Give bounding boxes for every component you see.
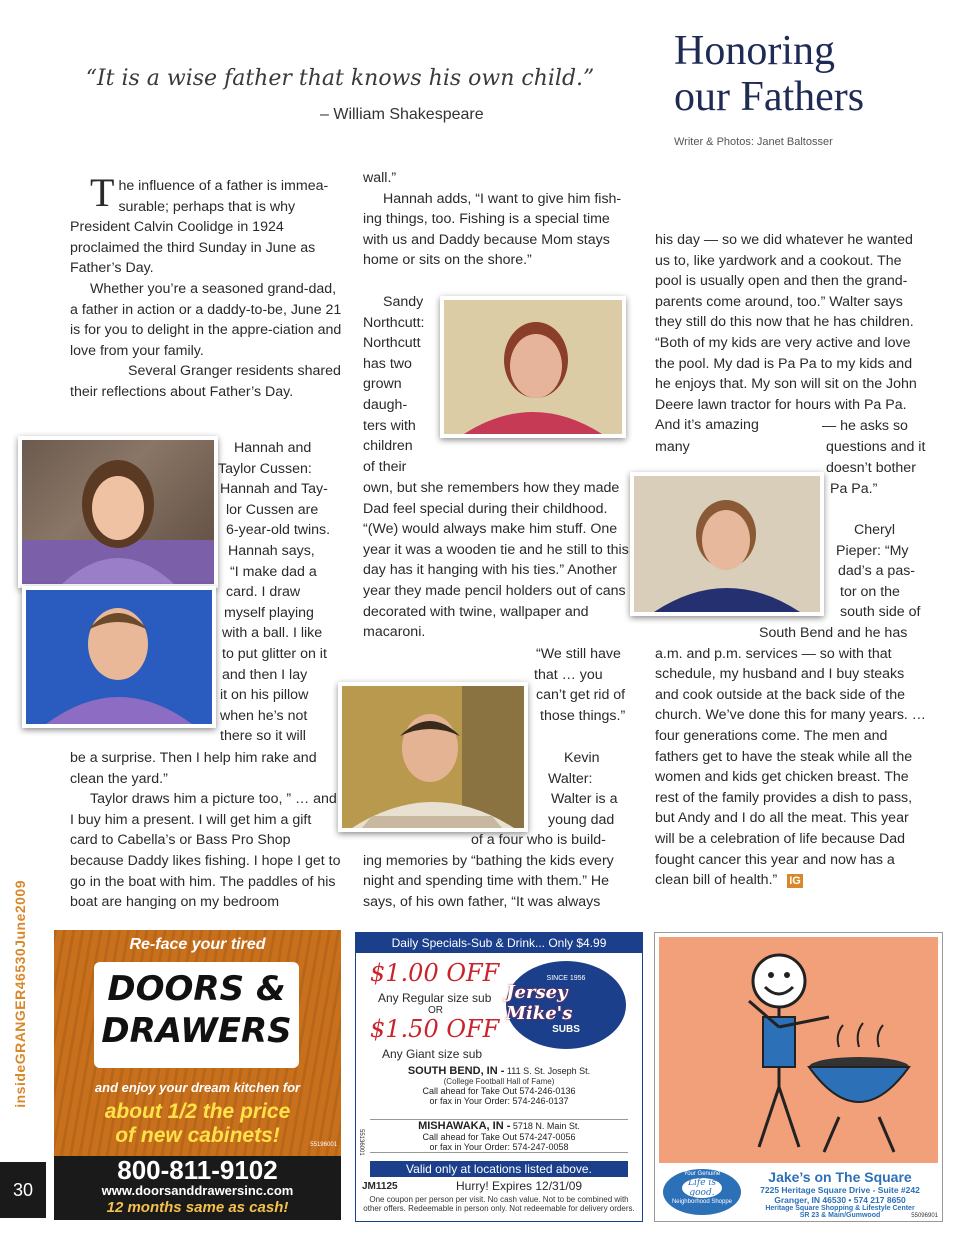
doors-drawers-logo: DOORS & DRAWERS [94, 962, 299, 1068]
offer-or: OR [428, 1005, 443, 1016]
text-line: Hannah and Tay- [220, 481, 328, 498]
offer-1-desc: Any Regular size sub [378, 991, 492, 1005]
title-line-2: our Fathers [674, 74, 865, 120]
paragraph: Several Granger residents shared their reflections about Father’s Day. [70, 363, 341, 400]
text-line: macaroni. [363, 624, 426, 641]
text-line: Kevin [564, 750, 600, 766]
text-line: south side of [840, 604, 921, 621]
ad-doors-drawers[interactable] [54, 930, 341, 1220]
text-line: Pieper: “My [836, 542, 909, 559]
text-line: Northcutt: [363, 314, 425, 331]
ad-jakes-on-the-square[interactable] [654, 932, 943, 1222]
text-line: and then I lay [222, 666, 308, 683]
location-mishawaka: MISHAWAKA, IN - 5718 N. Main St. Call ahead for Take Out 574-247-0056 or fax in Your Order: 574-247-0058 [370, 1119, 628, 1153]
man-portrait-icon [342, 686, 524, 828]
text-wrap-quote [532, 644, 642, 726]
boy-portrait-icon [26, 590, 212, 724]
ad-headline: Re-face your tired [129, 936, 266, 953]
grilling-illustration [659, 937, 938, 1163]
text-line: doesn’t bother [826, 460, 916, 476]
girl-portrait-icon [22, 440, 214, 584]
column-2-lower [363, 830, 635, 912]
text-line: children [363, 438, 413, 455]
phone-number[interactable]: 800-811-9102 [117, 1155, 278, 1185]
drop-cap: T [90, 170, 115, 215]
column-2-mid [363, 478, 635, 643]
text-line: Taylor Cussen: [218, 460, 312, 477]
column-2 [363, 168, 635, 271]
grill-icon [659, 937, 938, 1163]
column-3-lower [655, 623, 929, 891]
text-line: many [655, 439, 690, 455]
coupon-code: JM1125 [362, 1181, 398, 1192]
column-1 [70, 170, 342, 403]
page-title [674, 28, 864, 120]
ad-contact [54, 1156, 341, 1220]
magazine-issue-label: insideGRANGER46530June2009 [12, 880, 28, 1108]
text-line: “I make dad a [230, 563, 317, 580]
paragraph: wall.” [363, 170, 397, 186]
page-number: 30 [0, 1162, 46, 1218]
text-line: of a four who is build- [471, 832, 606, 848]
ad-tagline: and enjoy your dream kitchen for [94, 1080, 301, 1095]
text-line: when he’s not [220, 707, 308, 724]
text-line: Pa Pa.” [830, 480, 878, 497]
location-south-bend: SOUTH BEND, IN - 111 S. St. Joseph St. (College Football Hall of Fame) Call ahead for Take Out 574-246-0136 or fax in Your Order: 574-246-0137 [407, 1065, 591, 1106]
paragraph: Whether you’re a seasoned grand-dad, a father in action or a daddy-to-be, June 21 is for you to delight in the appre-ciation and love from your family. [70, 280, 342, 359]
text-line: that … you [534, 666, 603, 683]
text-line: Walter: [548, 770, 593, 787]
fine-print: One coupon per person per visit. No cash value. Not to be combined with other offers. Redeemable in person only. Not redeemable for delivery orders. [363, 1195, 635, 1213]
photo-sandy [440, 296, 626, 438]
text-line: card. I draw [226, 584, 301, 601]
photo-hannah [18, 436, 218, 588]
text-line: daugh- [363, 396, 408, 413]
text-line: can’t get rid of [536, 687, 626, 704]
text-wrap-sandy [363, 292, 443, 477]
text-wrap-papa [826, 458, 916, 499]
text-line: “We still have [536, 646, 621, 662]
text-line: myself playing [224, 604, 314, 621]
offer-1-amount: $1.00 OFF [370, 959, 500, 987]
paragraph: a.m. and p.m. services — so with that schedule, my husband and I buy steaks and cook outside at the back side of the church. We’ve done this for many years. … four generations come. The men and fathers get to have the steak while all the women and kids get chicken breast. The rest of the family provides a dish to pass, but Andy and I do all the meat. This year will be a celebration of life because Dad fought cancer this year and now has a clean bill of health.” IG [655, 645, 926, 889]
text-line: those things.” [540, 707, 626, 724]
offer-2-amount: $1.50 OFF [370, 1015, 500, 1043]
text-line: questions and it [826, 439, 926, 455]
column-3 [655, 230, 929, 436]
valid-notice: Valid only at locations listed above. [370, 1161, 628, 1177]
text-line: grown [363, 376, 402, 393]
photo-taylor [22, 586, 216, 728]
paragraph: be a surprise. Then I help him rake and clean the yard.” [70, 750, 317, 787]
store-info: Jake’s on The Square 7225 Heritage Square Drive - Suite #242 Granger, IN 46530 • 574 217 8650 Heritage Square Shopping & Lifestyle Center SR 23 & Main/Gumwood [743, 1169, 937, 1219]
text-line: with a ball. I like [222, 625, 323, 642]
text-line: tor on the [840, 583, 900, 600]
intro-paragraph: T he influence of a father is immea-surable; perhaps that is why President Calvin Coolidge in 1924 proclaimed the third Sunday in June as Father’s Day. [70, 170, 329, 277]
text-line: ters with [363, 417, 416, 434]
paragraph: own, but she remembers how they made Dad feel special during their childhood. “(We) would always make him stuff. One year it was a wooden tie and he still to this day has it hanging with his ties.” Another year they made pencil holders out of cans decorated with twine, wallpaper and [363, 480, 629, 620]
text-line: Hannah and [234, 440, 312, 456]
text-line: of their [363, 458, 407, 475]
byline: Writer & Photos: Janet Baltosser [674, 136, 833, 148]
text-wrap-cheryl [834, 520, 934, 623]
pull-quote: “It is a wise father that knows his own child.” [85, 66, 595, 91]
text-line: Hannah says, [228, 542, 315, 559]
store-name: Jake’s on The Square [768, 1169, 912, 1185]
paragraph: ing memories by “bathing the kids every night and spending time with them.” He says, of his own father, “It was always [363, 852, 614, 910]
paragraph: Taylor draws him a picture too, ” … and I buy him a present. I will get him a gift card to Cabella’s or Bass Pro Shop because Daddy likes fishing. I hope I get to go in the boat with him. The paddles of his boat are hanging on my bedroom [70, 791, 341, 911]
ad-offer: about 1/2 the price of new cabinets! [104, 1100, 291, 1147]
ad-terms: 12 months same as cash! [106, 1199, 289, 1216]
text-line: young dad [548, 811, 615, 828]
text-line: South Bend and he has [759, 625, 908, 641]
text-wrap-hannah [220, 438, 345, 747]
text-line: Sandy [383, 294, 424, 310]
ad-code: 55136001 [358, 1129, 364, 1156]
website-link[interactable]: www.doorsanddrawersinc.com [101, 1183, 294, 1198]
end-mark-icon: IG [789, 875, 801, 888]
text-line: there so it will [220, 728, 306, 745]
text-line: it on his pillow [220, 687, 309, 704]
title-line-1: Honoring [674, 28, 835, 74]
paragraph: his day — so we did whatever he wanted us to, like yardwork and a cookout. The pool is usually open and then the grand-parents come around, too.” Walter says they still do this now that he has children. “Both of my kids are very active and love the pool. My dad is Pa Pa to my kids and he enjoys that. My son will sit on the John Deere lawn tractor for hours with Pa Pa. And it’s amazing [655, 232, 917, 434]
paragraph: Hannah adds, “I want to give him fish-ing things, too. Fishing is a special time with us and Daddy because Mom stays home or sits on the shore.” [363, 190, 622, 269]
ad-banner: Daily Specials-Sub & Drink... Only $4.99 [356, 933, 642, 953]
text-line: Walter is a [551, 791, 618, 808]
coupon-expiry: Hurry! Expires 12/31/09 [456, 1179, 583, 1193]
text-line: Cheryl [854, 522, 895, 538]
text-wrap-kevin [544, 748, 640, 830]
text-line: lor Cussen are [226, 501, 319, 518]
text-line: Northcutt [363, 335, 421, 352]
ad-jersey-mikes[interactable] [355, 932, 643, 1222]
life-is-good-badge: Your Genuine Life is good. Neighborhood Shoppe [663, 1169, 741, 1215]
woman-portrait-icon [444, 300, 622, 434]
ad-code: 55096901 [911, 1213, 938, 1219]
offer-2-desc: Any Giant size sub [382, 1047, 483, 1061]
text-line: has two [363, 355, 412, 372]
text-line: — he asks so [822, 418, 908, 434]
text-line: dad’s a pas- [838, 563, 916, 580]
ad-code: 55196001 [310, 1142, 337, 1148]
text-line: to put glitter on it [222, 645, 327, 662]
photo-kevin [338, 682, 528, 832]
column-1-lower [70, 748, 342, 913]
woman-portrait-icon [634, 476, 820, 612]
photo-cheryl [630, 472, 824, 616]
quote-attribution: – William Shakespeare [320, 106, 484, 123]
text-line: 6-year-old twins. [226, 522, 331, 539]
jersey-mikes-logo: SINCE 1956 Jersey Mike's SUBS [506, 961, 626, 1049]
